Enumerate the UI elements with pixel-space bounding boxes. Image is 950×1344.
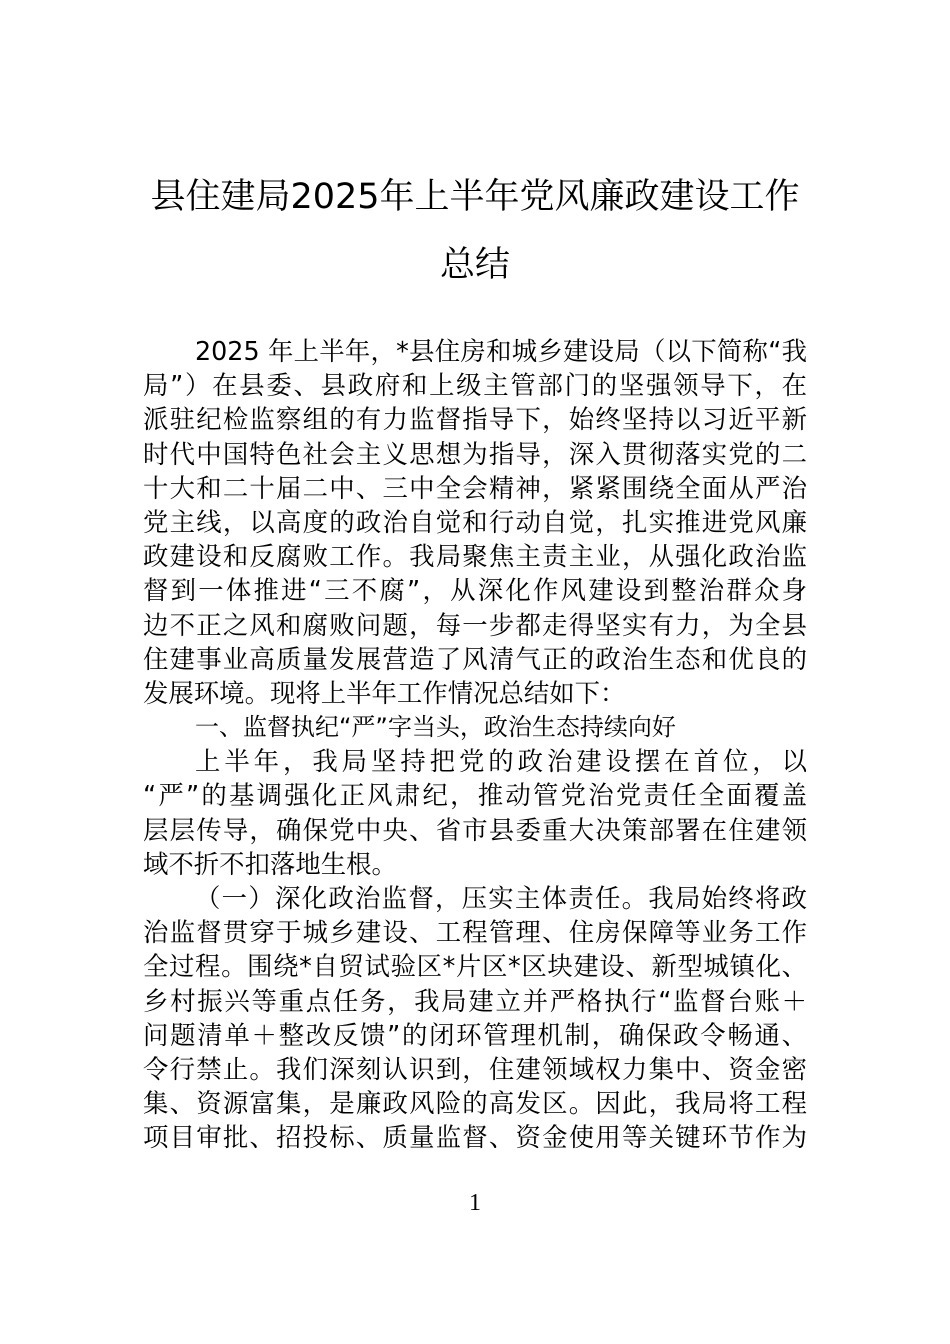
document-title-line-1: 县住建局2025年上半年党风廉政建设工作	[150, 177, 800, 217]
body-line: 乡村振兴等重点任务，我局建立并严格执行“监督台账＋	[143, 985, 807, 1016]
page-number: 1	[469, 1190, 481, 1216]
body-line: “严”的基调强化正风肃纪，推动管党治党责任全面覆盖	[143, 780, 807, 811]
body-line: 时代中国特色社会主义思想为指导，深入贯彻落实党的二	[143, 438, 807, 469]
body-line: 项目审批、招投标、质量监督、资金使用等关键环节作为	[143, 1122, 807, 1153]
body-line: 集、资源富集，是廉政风险的高发区。因此，我局将工程	[143, 1088, 807, 1119]
document-title-line-2: 总结	[439, 245, 510, 285]
body-line: 问题清单＋整改反馈”的闭环管理机制，确保政令畅通、	[143, 1019, 807, 1050]
subsection-line: （一）深化政治监督，压实主体责任。我局始终将政	[195, 883, 807, 913]
body-line: 住建事业高质量发展营造了风清气正的政治生态和优良的	[143, 643, 807, 674]
body-line: 局”）在县委、县政府和上级主管部门的坚强领导下，在	[143, 370, 807, 401]
body-line: 全过程。围绕*自贸试验区*片区*区块建设、新型城镇化、	[143, 951, 807, 982]
body-line: 令行禁止。我们深刻认识到，住建领域权力集中、资金密	[143, 1053, 807, 1084]
document-body	[143, 334, 807, 1155]
body-line: 边不正之风和腐败问题，每一步都走得坚实有力，为全县	[143, 609, 807, 640]
body-line: 十大和二十届二中、三中全会精神，紧紧围绕全面从严治	[143, 472, 807, 503]
body-line: 党主线，以高度的政治自觉和行动自觉，扎实推进党风廉	[143, 506, 807, 537]
body-line: 派驻纪检监察组的有力监督指导下，始终坚持以习近平新	[143, 404, 807, 435]
body-line: 层层传导，确保党中央、省市县委重大决策部署在住建领	[143, 814, 807, 845]
body-line: 发展环境。现将上半年工作情况总结如下：	[143, 677, 626, 708]
body-line: 域不折不扣落地生根。	[143, 848, 397, 879]
body-line: 上半年，我局坚持把党的政治建设摆在首位，以	[195, 746, 807, 777]
body-line: 治监督贯穿于城乡建设、工程管理、住房保障等业务工作	[143, 917, 807, 948]
body-line: 督到一体推进“三不腐”，从深化作风建设到整治群众身	[143, 575, 807, 606]
body-line: 2025 年上半年，*县住房和城乡建设局（以下简称“我	[195, 336, 807, 366]
section-heading: 一、监督执纪“严”字当头，政治生态持续向好	[195, 713, 676, 742]
body-line: 政建设和反腐败工作。我局聚焦主责主业，从强化政治监	[143, 541, 807, 572]
